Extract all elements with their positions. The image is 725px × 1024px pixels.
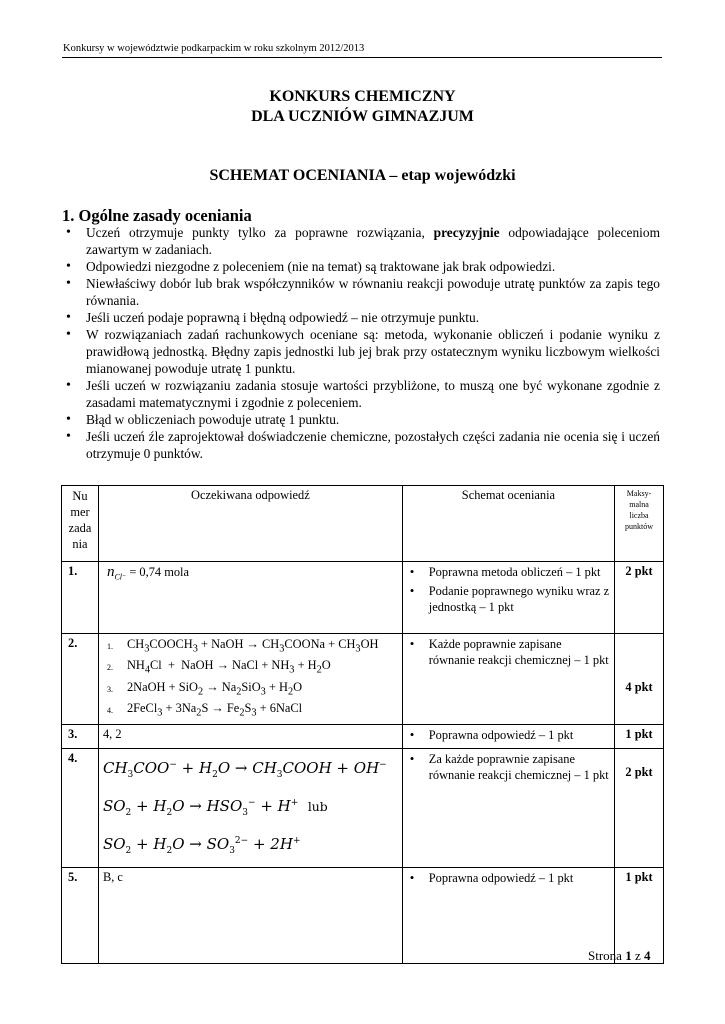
subtitle: SCHEMAT OCENIANIA – etap wojewódzki [209, 167, 516, 184]
grading-table [61, 485, 664, 964]
points-cell: 4 pkt [615, 634, 664, 725]
table-row [62, 867, 664, 963]
equation-item: 3. 2NaOH + $SiO_2 \to Na_2SiO_3 + H_2O$ [106, 679, 303, 698]
equation-item: 2. $NH_4Cl$ + NaOH → NaCl + $NH_3 + H_2O$ [106, 658, 331, 676]
table-header-row [62, 486, 664, 562]
title-line-1: KONKURS CHEMICZNY [269, 88, 456, 105]
equation-item: 4. 2FeCl$_3$ + $3Na_2S \to Fe_2S_3$ + 6NaCl [106, 701, 303, 719]
points-cell: 1 pkt [615, 867, 664, 963]
page-number: 1 [625, 948, 632, 963]
answer-cell: 4, 2 [98, 724, 402, 748]
scheme-cell [402, 562, 614, 634]
section-title: 1. Ogólne zasady oceniania [62, 206, 252, 225]
rule-item: • Niewłaściwy dobór lub brak współczynników w równaniu reakcji powoduje utratę punktów za zapis tego równania. [63, 275, 660, 309]
scheme-item: • Każde poprawnie zapisane równanie reakcji chemicznej – 1 pkt [407, 636, 610, 668]
page-footer: Strona 1 z 4 [588, 948, 651, 963]
answer-cell: $n_{Cl^-} = 0,74$ mola [98, 562, 402, 634]
rule-item: • Błąd w obliczeniach powoduje utratę 1 punktu. [63, 411, 660, 428]
table-row [62, 634, 664, 725]
points-cell: 1 pkt [615, 724, 664, 748]
task-number: 5. [62, 867, 99, 963]
task-number: 1. [62, 562, 99, 634]
scheme-cell [402, 867, 614, 963]
title-line-2: DLA UCZNIÓW GIMNAZJUM [251, 108, 474, 125]
rule-item: • Uczeń otrzymuje punkty tylko za poprawne rozwiązania, precyzyjnie odpowiadające poleceniom zawartym w zadaniach. [63, 224, 660, 258]
scheme-item: • Poprawna odpowiedź – 1 pkt [407, 727, 610, 743]
page-header: Konkursy w województwie podkarpackim w roku szkolnym 2012/2013 [63, 43, 365, 54]
rule-emphasis: precyzyjnie [433, 225, 500, 240]
rules-list [63, 224, 660, 462]
rule-item: • Odpowiedzi niezgodne z poleceniem (nie na temat) są traktowane jak brak odpowiedzi. [63, 258, 660, 275]
page-total: 4 [643, 948, 651, 963]
scheme-item: • Poprawna odpowiedź – 1 pkt [407, 870, 610, 886]
points-cell: 2 pkt [615, 562, 664, 634]
equation: $SO_2 + H_2O \to HSO_3^- + H^+$ lub [102, 796, 328, 818]
table-row [62, 724, 664, 748]
scheme-cell [402, 748, 614, 867]
answer-cell: B, c [98, 867, 402, 963]
scheme-item: • Za każde poprawnie zapisane równanie reakcji chemicznej – 1 pkt [407, 751, 610, 783]
scheme-cell [402, 724, 614, 748]
scheme-item: • Poprawna metoda obliczeń – 1 pkt [407, 564, 610, 580]
rule-item: • Jeśli uczeń źle zaprojektował doświadczenie chemiczne, pozostałych części zadania nie ocenia się i uczeń otrzymuje 0 punktów. [63, 428, 660, 462]
header-rule [62, 57, 662, 58]
table-row [62, 562, 664, 634]
rule-item: • W rozwiązaniach zadań rachunkowych oceniane są: metoda, wykonanie obliczeń i podanie wyniku z prawidłową jednostką. Błędny zapis jednostki lub jej brak przy ostatecznym wyniku liczbowym wielkości mianowanej powoduje utratę 1 punktu. [63, 326, 660, 377]
equation-item: 1. $CH_3COOCH_3$ + NaOH → $CH_3COONa + CH_3OH$ [106, 637, 379, 655]
scheme-cell [402, 634, 614, 725]
rule-item: • Jeśli uczeń podaje poprawną i błędną odpowiedź – nie otrzymuje punktu. [63, 309, 660, 326]
rule-item: • Jeśli uczeń w rozwiązaniu zadania stosuje wartości przybliżone, to muszą one być wykonane zgodnie z zasadami matematycznymi i zgodnie z poleceniem. [63, 377, 660, 411]
header-answer: Oczekiwana odpowiedź [98, 486, 402, 562]
answer-cell [98, 634, 402, 725]
scheme-item: • Podanie poprawnego wyniku wraz z jednostką – 1 pkt [407, 583, 610, 615]
answer-cell [98, 748, 402, 867]
header-scheme: Schemat oceniania [402, 486, 614, 562]
task-number: 4. [62, 748, 99, 867]
equation: $CH_3COO^- + H_2O$ → $CH_3COOH + OH^-$ [102, 758, 387, 780]
header-max-points: Maksy- malna liczba punktów [615, 486, 664, 562]
header-number: Nu mer zada nia [62, 486, 99, 562]
equation: $SO_2 + H_2O \to SO_3^{2-} + 2H^+$ [102, 834, 301, 856]
table-row [62, 748, 664, 867]
task-number: 2. [62, 634, 99, 725]
task-number: 3. [62, 724, 99, 748]
points-cell: 2 pkt [615, 748, 664, 867]
